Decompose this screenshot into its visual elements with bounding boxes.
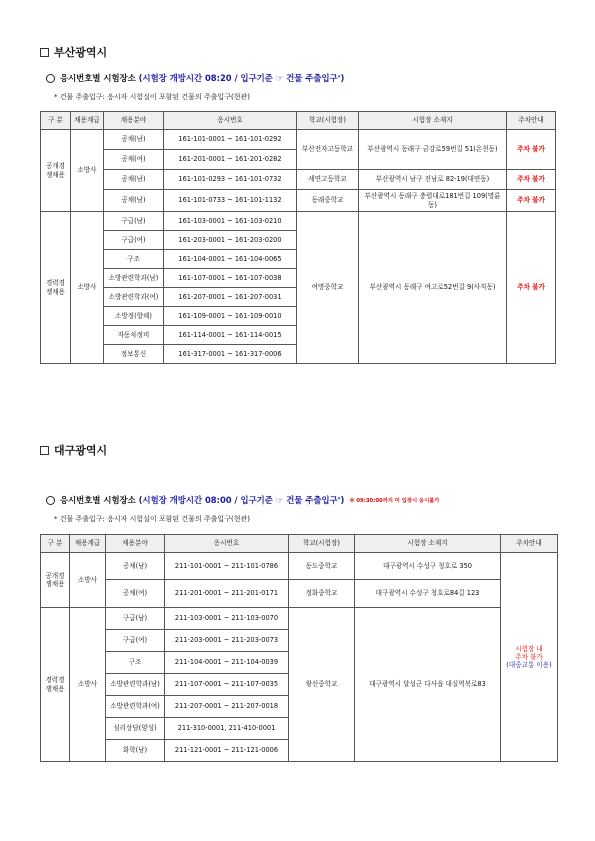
parking-line-3: (대중교통 이용) xyxy=(506,661,552,670)
field-cell: 소방정(항해) xyxy=(104,307,164,326)
header-address: 시험장 소재지 xyxy=(355,535,501,553)
exam-number-cell: 161-104-0001 ~ 161-104-0065 xyxy=(164,250,297,269)
exam-number-cell: 211-203-0001 ~ 211-203-0073 xyxy=(165,630,289,652)
field-cell: 심리상담(양성) xyxy=(106,718,165,740)
parking-line-1: 시험장 내 xyxy=(515,644,543,653)
field-cell: 구급(여) xyxy=(106,630,165,652)
address-cell: 부산광역시 동래구 여고로52번길 9(사직동) xyxy=(359,212,507,364)
daegu-heading-star: * xyxy=(337,497,341,503)
exam-number-cell: 211-103-0001 ~ 211-103-0070 xyxy=(165,608,289,630)
busan-heading xyxy=(46,72,344,84)
field-cell: 구조 xyxy=(106,652,165,674)
circle-bullet-icon xyxy=(46,496,55,505)
header-rank: 채용계급 xyxy=(70,535,106,553)
field-cell: 구급(여) xyxy=(104,231,164,250)
address-cell: 부산광역시 동래구 금강로59번길 51(온천동) xyxy=(359,130,507,170)
field-cell: 구조 xyxy=(104,250,164,269)
group-career-recruitment: 경력경쟁채용 xyxy=(41,608,70,762)
school-cell: 부산전자고등학교 xyxy=(297,130,359,170)
exam-number-cell: 211-310-0001, 211-410-0001 xyxy=(165,718,289,740)
rank-cell: 소방사 xyxy=(70,553,106,608)
busan-region-label: 부산광역시 xyxy=(54,46,108,59)
address-cell: 대구광역시 달성군 다사읍 대실역북로83 xyxy=(355,608,501,762)
parking-cell: 주차 불가 xyxy=(507,212,556,364)
header-address: 시험장 소재지 xyxy=(359,112,507,130)
field-cell: 공채(여) xyxy=(104,150,164,170)
exam-number-cell: 161-109-0001 ~ 161-109-0010 xyxy=(164,307,297,326)
school-cell: 왕선중학교 xyxy=(289,608,355,762)
parking-cell: 주차 불가 xyxy=(507,130,556,170)
daegu-exam-table xyxy=(40,534,558,762)
parking-cell: 주차 불가 xyxy=(507,170,556,190)
exam-number-cell: 161-317-0001 ~ 161-317-0006 xyxy=(164,345,297,364)
exam-number-cell: 161-114-0001 ~ 161-114-0015 xyxy=(164,326,297,345)
header-field: 채용분야 xyxy=(104,112,164,130)
school-cell: 여명중학교 xyxy=(297,212,359,364)
exam-number-cell: 161-101-0001 ~ 161-101-0292 xyxy=(164,130,297,150)
field-cell: 공채(남) xyxy=(106,553,165,580)
exam-number-cell: 211-101-0001 ~ 211-101-0786 xyxy=(165,553,289,580)
busan-heading-open: (시험장 개방시간 08:20 / 입구기준 ☞ 건물 주출입구 xyxy=(138,73,338,83)
daegu-region-label: 대구광역시 xyxy=(54,444,108,457)
busan-region-title xyxy=(40,44,107,60)
exam-number-cell: 211-107-0001 ~ 211-107-0035 xyxy=(165,674,289,696)
header-parking: 주차안내 xyxy=(507,112,556,130)
field-cell: 소방관련학과(여) xyxy=(104,288,164,307)
busan-heading-star: * xyxy=(337,75,341,81)
field-cell: 구급(남) xyxy=(106,608,165,630)
rank-cell: 소방사 xyxy=(70,608,106,762)
field-cell: 공채(남) xyxy=(104,170,164,190)
address-cell: 대구광역시 수성구 청호로84길 123 xyxy=(355,580,501,608)
checkbox-icon xyxy=(40,446,49,455)
address-cell: 부산광역시 동래구 충렬대로181번길 109(명륜동) xyxy=(359,190,507,212)
daegu-heading-prefix: 응시번호별 시험장소 xyxy=(60,495,136,505)
exam-number-cell: 161-101-0293 ~ 161-101-0732 xyxy=(164,170,297,190)
exam-number-cell: 161-103-0001 ~ 161-103-0210 xyxy=(164,212,297,231)
field-cell: 소방관련학과(남) xyxy=(106,674,165,696)
group-open-recruitment: 공개경쟁채용 xyxy=(41,553,70,608)
daegu-region-title xyxy=(40,442,107,458)
header-school: 학교(시험장) xyxy=(297,112,359,130)
header-field: 채용분야 xyxy=(106,535,165,553)
field-cell: 자동차정비 xyxy=(104,326,164,345)
school-cell: 세연고등학교 xyxy=(297,170,359,190)
table-row xyxy=(41,580,558,608)
table-row xyxy=(41,130,556,150)
parking-cell: 주차 불가 xyxy=(507,190,556,212)
busan-heading-prefix: 응시번호별 시험장소 xyxy=(60,73,136,83)
exam-number-cell: 161-201-0001 ~ 161-201-0282 xyxy=(164,150,297,170)
busan-entrance-note: * 건물 주출입구: 응시자 시험실이 포함된 건물의 주출입구(현관) xyxy=(54,93,250,101)
exam-number-cell: 161-101-0733 ~ 161-101-1132 xyxy=(164,190,297,212)
exam-number-cell: 161-203-0001 ~ 161-203-0200 xyxy=(164,231,297,250)
exam-number-cell: 161-207-0001 ~ 161-207-0031 xyxy=(164,288,297,307)
school-cell: 동래중학교 xyxy=(297,190,359,212)
header-exam-number: 응시번호 xyxy=(165,535,289,553)
field-cell: 공채(남) xyxy=(104,130,164,150)
field-cell: 공채(여) xyxy=(106,580,165,608)
table-header-row xyxy=(41,112,556,130)
daegu-entrance-note: * 건물 주출입구: 응시자 시험실이 포함된 건물의 주출입구(현관) xyxy=(54,515,250,523)
circle-bullet-icon xyxy=(46,74,55,83)
header-rank: 채용계급 xyxy=(71,112,104,130)
exam-number-cell: 211-104-0001 ~ 211-104-0039 xyxy=(165,652,289,674)
group-open-recruitment: 공개경쟁채용 xyxy=(41,130,71,212)
table-row xyxy=(41,190,556,212)
exam-number-cell: 211-201-0001 ~ 211-201-0171 xyxy=(165,580,289,608)
field-cell: 화학(남) xyxy=(106,740,165,762)
header-category: 구 분 xyxy=(41,535,70,553)
header-exam-number: 응시번호 xyxy=(164,112,297,130)
exam-number-cell: 211-207-0001 ~ 211-207-0018 xyxy=(165,696,289,718)
table-row xyxy=(41,170,556,190)
address-cell: 대구광역시 수성구 청호로 350 xyxy=(355,553,501,580)
rank-cell: 소방사 xyxy=(71,212,104,364)
exam-number-cell: 161-107-0001 ~ 161-107-0038 xyxy=(164,269,297,288)
field-cell: 소방관련학과(여) xyxy=(106,696,165,718)
checkbox-icon xyxy=(40,48,49,57)
daegu-heading-close: ) xyxy=(340,495,345,505)
field-cell: 구급(남) xyxy=(104,212,164,231)
rank-cell: 소방사 xyxy=(71,130,104,212)
field-cell: 정보통신 xyxy=(104,345,164,364)
header-parking: 주차안내 xyxy=(501,535,558,553)
address-cell: 부산광역시 남구 진남로 82-19(대연동) xyxy=(359,170,507,190)
daegu-heading-note: ※ 09:30:00까지 미 입장시 응시불가 xyxy=(349,498,440,504)
field-cell: 소방관련학과(남) xyxy=(104,269,164,288)
daegu-heading-open: (시험장 개방시간 08:00 / 입구기준 ☞ 건물 주출입구 xyxy=(138,495,338,505)
exam-number-cell: 211-121-0001 ~ 211-121-0006 xyxy=(165,740,289,762)
table-row xyxy=(41,608,558,630)
busan-exam-table xyxy=(40,111,556,364)
table-header-row xyxy=(41,535,558,553)
group-career-recruitment: 경력경쟁채용 xyxy=(41,212,71,364)
daegu-heading xyxy=(46,494,439,506)
busan-heading-close: ) xyxy=(340,73,345,83)
header-school: 학교(시험장) xyxy=(289,535,355,553)
school-cell: 정화중학교 xyxy=(289,580,355,608)
header-category: 구 분 xyxy=(41,112,71,130)
table-row xyxy=(41,212,556,231)
parking-cell xyxy=(501,553,558,762)
school-cell: 동도중학교 xyxy=(289,553,355,580)
table-row xyxy=(41,553,558,580)
field-cell: 공채(남) xyxy=(104,190,164,212)
parking-line-2: 주차 불가 xyxy=(515,652,543,661)
